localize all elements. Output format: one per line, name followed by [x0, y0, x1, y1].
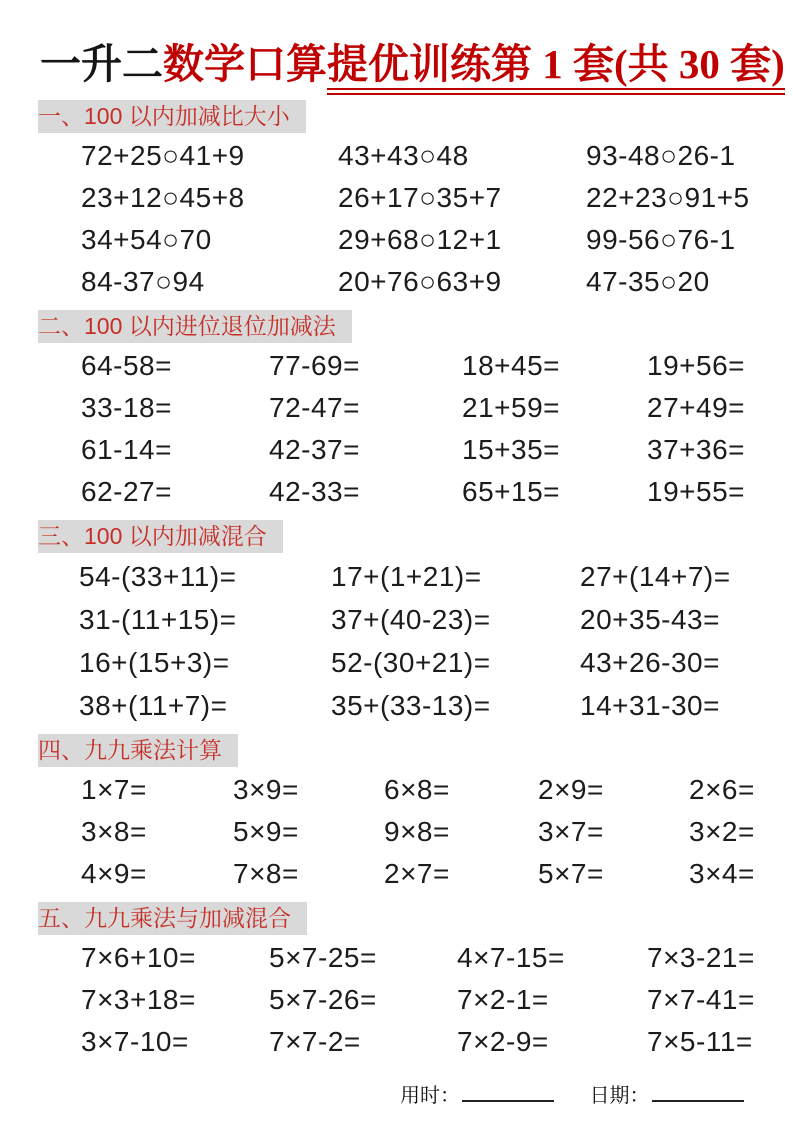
date-label: 日期：	[589, 1085, 650, 1108]
problem: 27+49=	[647, 392, 745, 424]
problem: 61-14=	[81, 434, 172, 466]
problem: 4×9=	[81, 858, 147, 890]
problem: 99-56○76-1	[586, 224, 736, 256]
problem: 93-48○26-1	[586, 140, 736, 172]
problem: 3×7=	[538, 816, 604, 848]
problem: 15+35=	[462, 434, 560, 466]
problem: 3×7-10=	[81, 1026, 189, 1058]
problem: 22+23○91+5	[586, 182, 750, 214]
problem: 7×3+18=	[81, 984, 196, 1016]
problem-grid	[40, 135, 759, 303]
problem: 27+(14+7)=	[580, 560, 731, 592]
problem: 7×2-9=	[457, 1026, 549, 1058]
problem: 33-18=	[81, 392, 172, 424]
problem: 7×7-41=	[647, 984, 755, 1016]
problem: 2×7=	[384, 858, 450, 890]
time-used-label: 用时：	[400, 1085, 460, 1108]
problem: 37+(40-23)=	[331, 603, 491, 635]
title-subject-part: 数学口算	[163, 41, 327, 87]
problem: 4×7-15=	[457, 942, 565, 974]
section-heading: 二、100 以内进位退位加减法	[38, 310, 352, 343]
problem: 6×8=	[384, 774, 450, 806]
section-heading: 五、九九乘法与加减混合	[38, 902, 307, 935]
problem-grid	[40, 345, 759, 513]
worksheet-section	[40, 310, 759, 513]
problem: 3×4=	[689, 858, 755, 890]
problem: 54-(33+11)=	[79, 560, 237, 592]
problem: 34+54○70	[81, 224, 212, 256]
problem: 72-47=	[269, 392, 360, 424]
worksheet-section	[40, 100, 759, 303]
worksheet-sections	[40, 100, 759, 1063]
problem: 29+68○12+1	[338, 224, 502, 256]
footer	[400, 1079, 759, 1108]
problem: 3×8=	[81, 816, 147, 848]
problem: 19+55=	[647, 476, 745, 508]
problem: 72+25○41+9	[81, 140, 245, 172]
problem: 16+(15+3)=	[79, 646, 230, 678]
problem: 31-(11+15)=	[79, 603, 237, 635]
problem: 1×7=	[81, 774, 147, 806]
problem: 35+(33-13)=	[331, 689, 491, 721]
worksheet-section	[40, 520, 759, 727]
title-set-part: 提优训练第 1 套(共 30 套)	[327, 41, 785, 95]
problem: 43+43○48	[338, 140, 469, 172]
problem: 47-35○20	[586, 266, 710, 298]
problem-grid	[40, 769, 759, 895]
problem: 5×9=	[233, 816, 299, 848]
date-blank	[652, 1080, 744, 1102]
problem: 52-(30+21)=	[331, 646, 491, 678]
problem: 19+56=	[647, 350, 745, 382]
problem: 18+45=	[462, 350, 560, 382]
problem: 20+35-43=	[580, 603, 720, 635]
problem: 77-69=	[269, 350, 360, 382]
problem: 7×6+10=	[81, 942, 196, 974]
problem: 23+12○45+8	[81, 182, 245, 214]
problem-grid	[40, 937, 759, 1063]
problem: 20+76○63+9	[338, 266, 502, 298]
problem: 3×9=	[233, 774, 299, 806]
time-used-blank	[462, 1080, 554, 1102]
problem: 26+17○35+7	[338, 182, 502, 214]
page-title	[40, 40, 785, 89]
section-heading: 三、100 以内加减混合	[38, 520, 283, 553]
problem: 3×2=	[689, 816, 755, 848]
problem: 7×3-21=	[647, 942, 755, 974]
problem: 62-27=	[81, 476, 172, 508]
worksheet-section	[40, 734, 759, 895]
problem: 64-58=	[81, 350, 172, 382]
problem: 42-37=	[269, 434, 360, 466]
problem: 21+59=	[462, 392, 560, 424]
problem: 5×7=	[538, 858, 604, 890]
problem-grid	[40, 555, 759, 727]
problem: 2×9=	[538, 774, 604, 806]
section-heading: 四、九九乘法计算	[38, 734, 238, 767]
section-heading: 一、100 以内加减比大小	[38, 100, 306, 133]
problem: 14+31-30=	[580, 689, 720, 721]
problem: 38+(11+7)=	[79, 689, 228, 721]
problem: 7×2-1=	[457, 984, 549, 1016]
problem: 5×7-26=	[269, 984, 377, 1016]
problem: 42-33=	[269, 476, 360, 508]
problem: 84-37○94	[81, 266, 205, 298]
problem: 7×7-2=	[269, 1026, 361, 1058]
problem: 17+(1+21)=	[331, 560, 482, 592]
problem: 2×6=	[689, 774, 755, 806]
problem: 7×8=	[233, 858, 299, 890]
problem: 37+36=	[647, 434, 745, 466]
problem: 65+15=	[462, 476, 560, 508]
problem: 9×8=	[384, 816, 450, 848]
worksheet-section	[40, 902, 759, 1063]
problem: 7×5-11=	[647, 1026, 753, 1058]
problem: 43+26-30=	[580, 646, 720, 678]
title-grade-part: 一升二	[40, 41, 163, 87]
problem: 5×7-25=	[269, 942, 377, 974]
